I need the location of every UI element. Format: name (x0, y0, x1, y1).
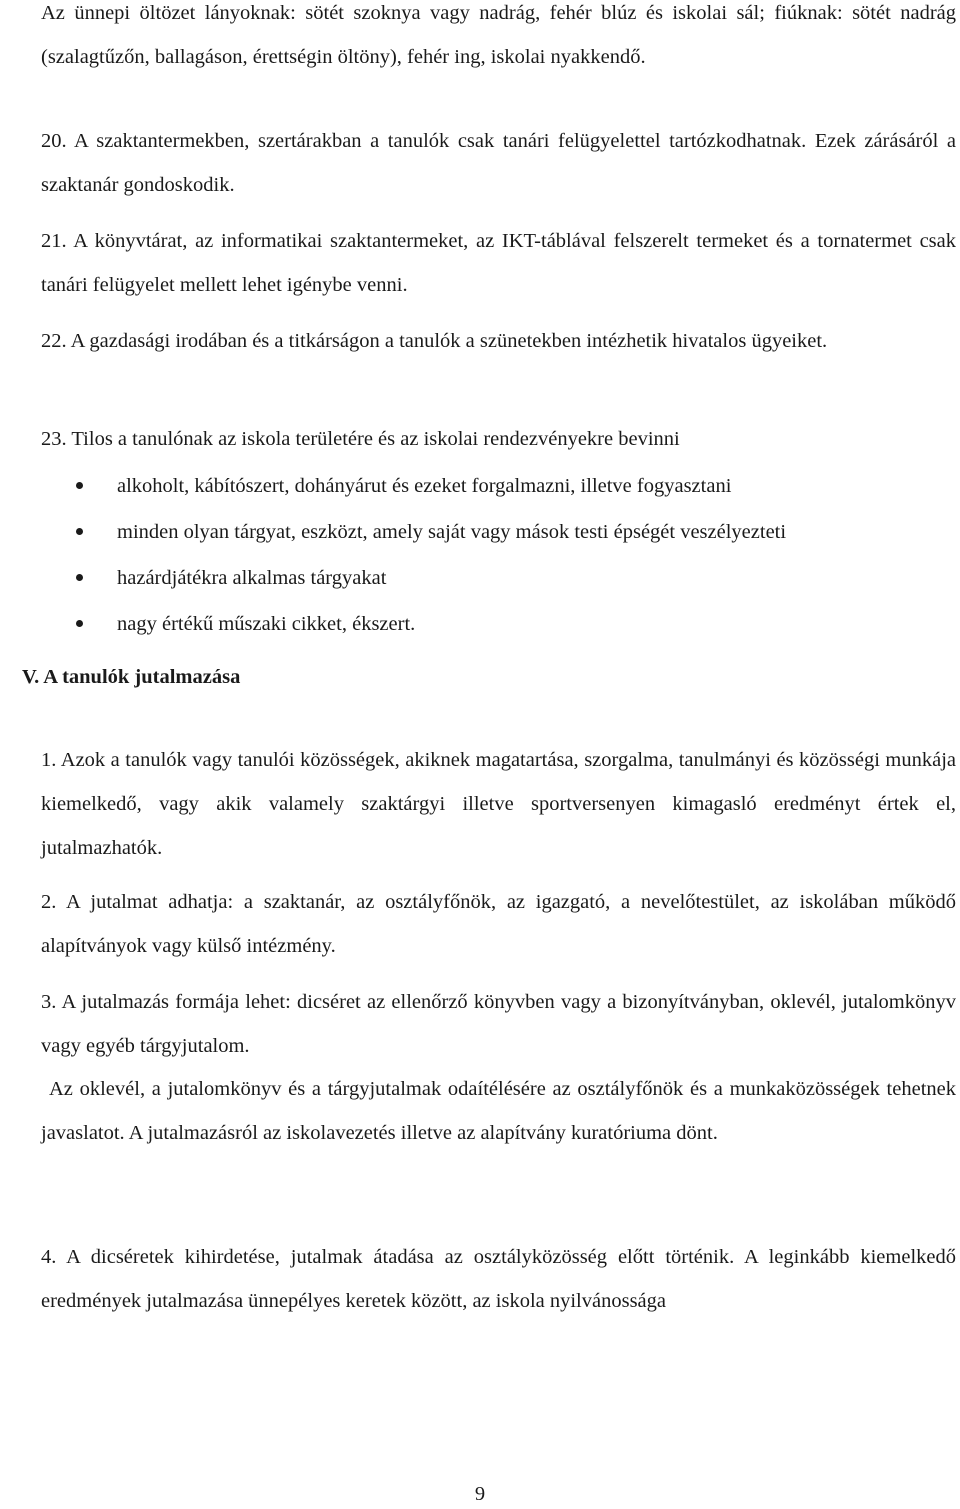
page-number: 9 (474, 1483, 486, 1505)
paragraph-21: 21. A könyvtárat, az informatikai szaktantermeket, az IKT-táblával felszerelt termeket és a tornatermet csak tanári felügyelet mellett lehet igénybe venni. (41, 230, 956, 296)
bullet-icon (76, 620, 83, 627)
list-item (0, 601, 960, 647)
bullet-icon (76, 528, 83, 535)
bullet-icon (76, 574, 83, 581)
list-item (0, 463, 960, 509)
reward-paragraph-3: 3. A jutalmazás formája lehet: dicséret az ellenőrző könyvben vagy a bizonyítványban, oklevél, jutalomkönyv vagy egyéb tárgyjutalom. (41, 991, 956, 1057)
reward-paragraph-2: 2. A jutalmat adhatja: a szaktanár, az osztályfőnök, az igazgató, a nevelőtestület, az iskolában működő alapítványok vagy külső intézmény. (41, 891, 956, 957)
paragraph-22: 22. A gazdasági irodában és a titkárságon a tanulók a szünetekben intézhetik hivatalos ügyeiket. (41, 330, 828, 352)
reward-paragraph-4: 4. A dicséretek kihirdetése, jutalmak átadása az osztályközösség előtt történik. A leginkább kiemelkedő eredmények jutalmazása ünnepélyes keretek között, az iskola nyilvánossága (41, 1246, 956, 1312)
paragraph-dress-code: Az ünnepi öltözet lányoknak: sötét szoknya vagy nadrág, fehér blúz és iskolai sál; fiúknak: sötét nadrág (szalagtűzőn, ballagáson, érettségin öltöny), fehér ing, iskolai nyakkendő. (41, 2, 956, 68)
reward-paragraph-1: 1. Azok a tanulók vagy tanulói közösségek, akiknek magatartása, szorgalma, tanulmányi és közösségi munkája kiemelkedő, vagy akik valamely szaktárgyi illetve sportversenyen kimagasló eredményt értek el, jutalmazhatók. (41, 749, 956, 859)
bullet-icon (76, 482, 83, 489)
list-item-text: alkoholt, kábítószert, dohányárut és ezeket forgalmazni, illetve fogyasztani (117, 475, 732, 497)
paragraph-23: 23. Tilos a tanulónak az iskola területére és az iskolai rendezvényekre bevinni (41, 428, 680, 450)
reward-paragraph-3-detail: Az oklevél, a jutalomkönyv és a tárgyjutalmak odaítélésére az osztályfőnök és a munkaközösségek tehetnek javaslatot. A jutalmazásról az iskolavezetés illetve az alapítvány kuratóriuma dönt. (41, 1078, 956, 1144)
paragraph-20: 20. A szaktantermekben, szertárakban a tanulók csak tanári felügyelettel tartózkodhatnak. Ezek zárásáról a szaktanár gondoskodik. (41, 130, 956, 196)
list-item-text: hazárdjátékra alkalmas tárgyakat (117, 567, 387, 589)
prohibited-items-list (0, 463, 960, 647)
section-heading: V. A tanulók jutalmazása (22, 666, 241, 688)
list-item (0, 555, 960, 601)
list-item-text: minden olyan tárgyat, eszközt, amely saját vagy mások testi épségét veszélyezteti (117, 521, 787, 543)
list-item (0, 509, 960, 555)
list-item-text: nagy értékű műszaki cikket, ékszert. (117, 613, 416, 635)
